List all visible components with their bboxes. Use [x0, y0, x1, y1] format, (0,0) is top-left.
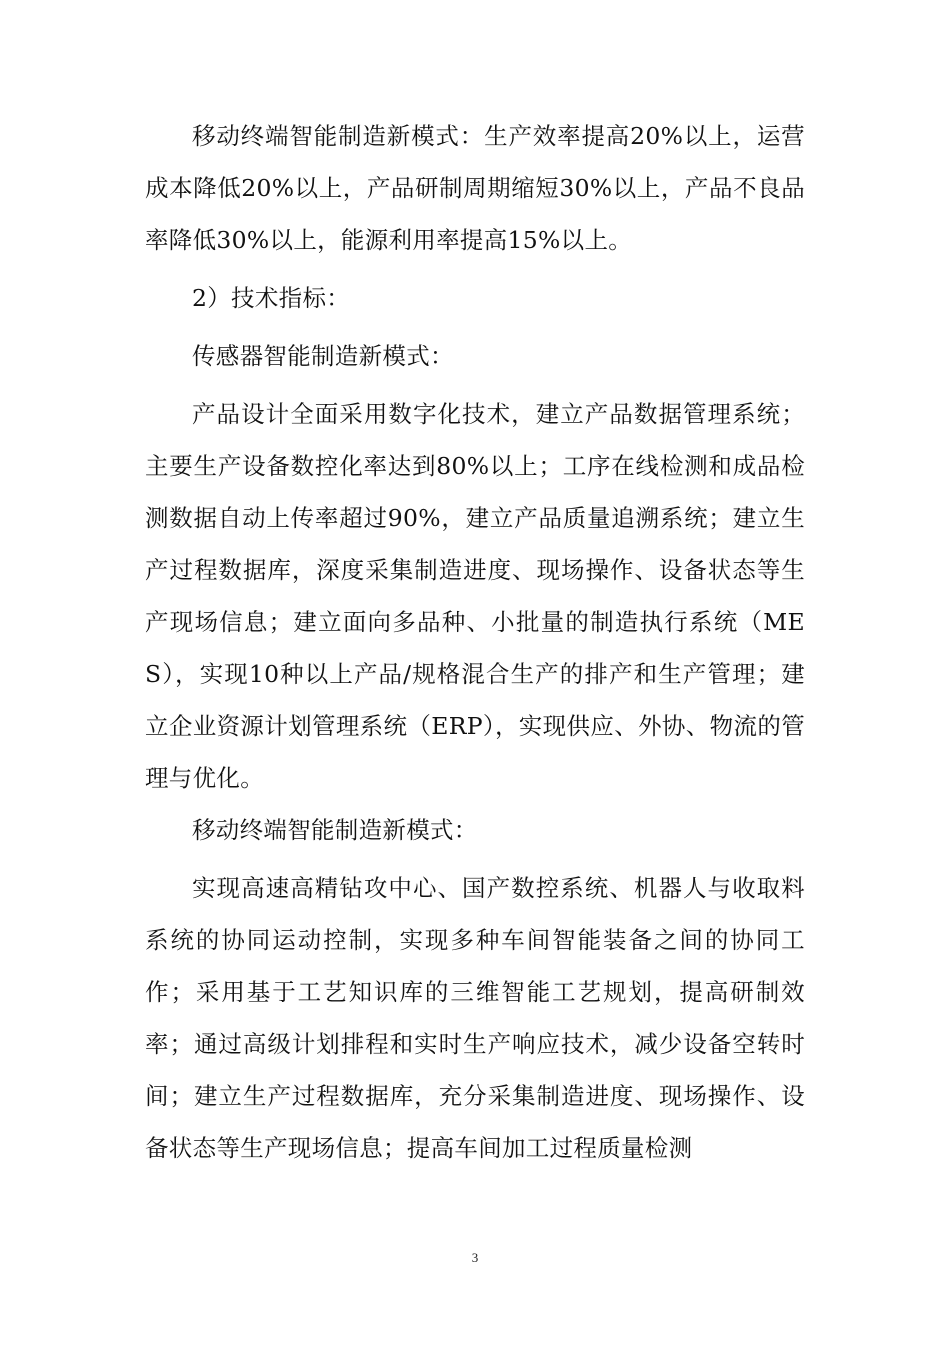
paragraph-sensor-mode-heading: 传感器智能制造新模式：: [192, 342, 454, 370]
paragraph-mobile-terminal-heading: 移动终端智能制造新模式：: [192, 816, 478, 844]
paragraph-efficiency-targets: 移动终端智能制造新模式：生产效率提高20%以上，运营成本降低20%以上，产品研制周期缩短30%以上，产品不良品率降低30%以上，能源利用率提高15%以上。: [145, 122, 805, 254]
paragraph-mobile-terminal-details: 实现高速高精钻攻中心、国产数控系统、机器人与收取料系统的协同运动控制，实现多种车间智能装备之间的协同工作；采用基于工艺知识库的三维智能工艺规划，提高研制效率；通过高级计划排程和实时生产响应技术，减少设备空转时间；建立生产过程数据库，充分采集制造进度、现场操作、设备状态等生产现场信息；提高车间加工过程质量检测: [145, 874, 805, 1162]
paragraph-technical-indicators-heading: 2）技术指标：: [192, 284, 351, 312]
paragraph-sensor-mode-details: 产品设计全面采用数字化技术，建立产品数据管理系统；主要生产设备数控化率达到80%以上；工序在线检测和成品检测数据自动上传率超过90%，建立产品质量追溯系统；建立生产过程数据库，深度采集制造进度、现场操作、设备状态等生产现场信息；建立面向多品种、小批量的制造执行系统（MES），实现10种以上产品/规格混合生产的排产和生产管理；建立企业资源计划管理系统（ERP），实现供应、外协、物流的管理与优化。: [145, 400, 805, 792]
body-text: [145, 110, 805, 1174]
page-number: 3: [471, 1250, 479, 1265]
